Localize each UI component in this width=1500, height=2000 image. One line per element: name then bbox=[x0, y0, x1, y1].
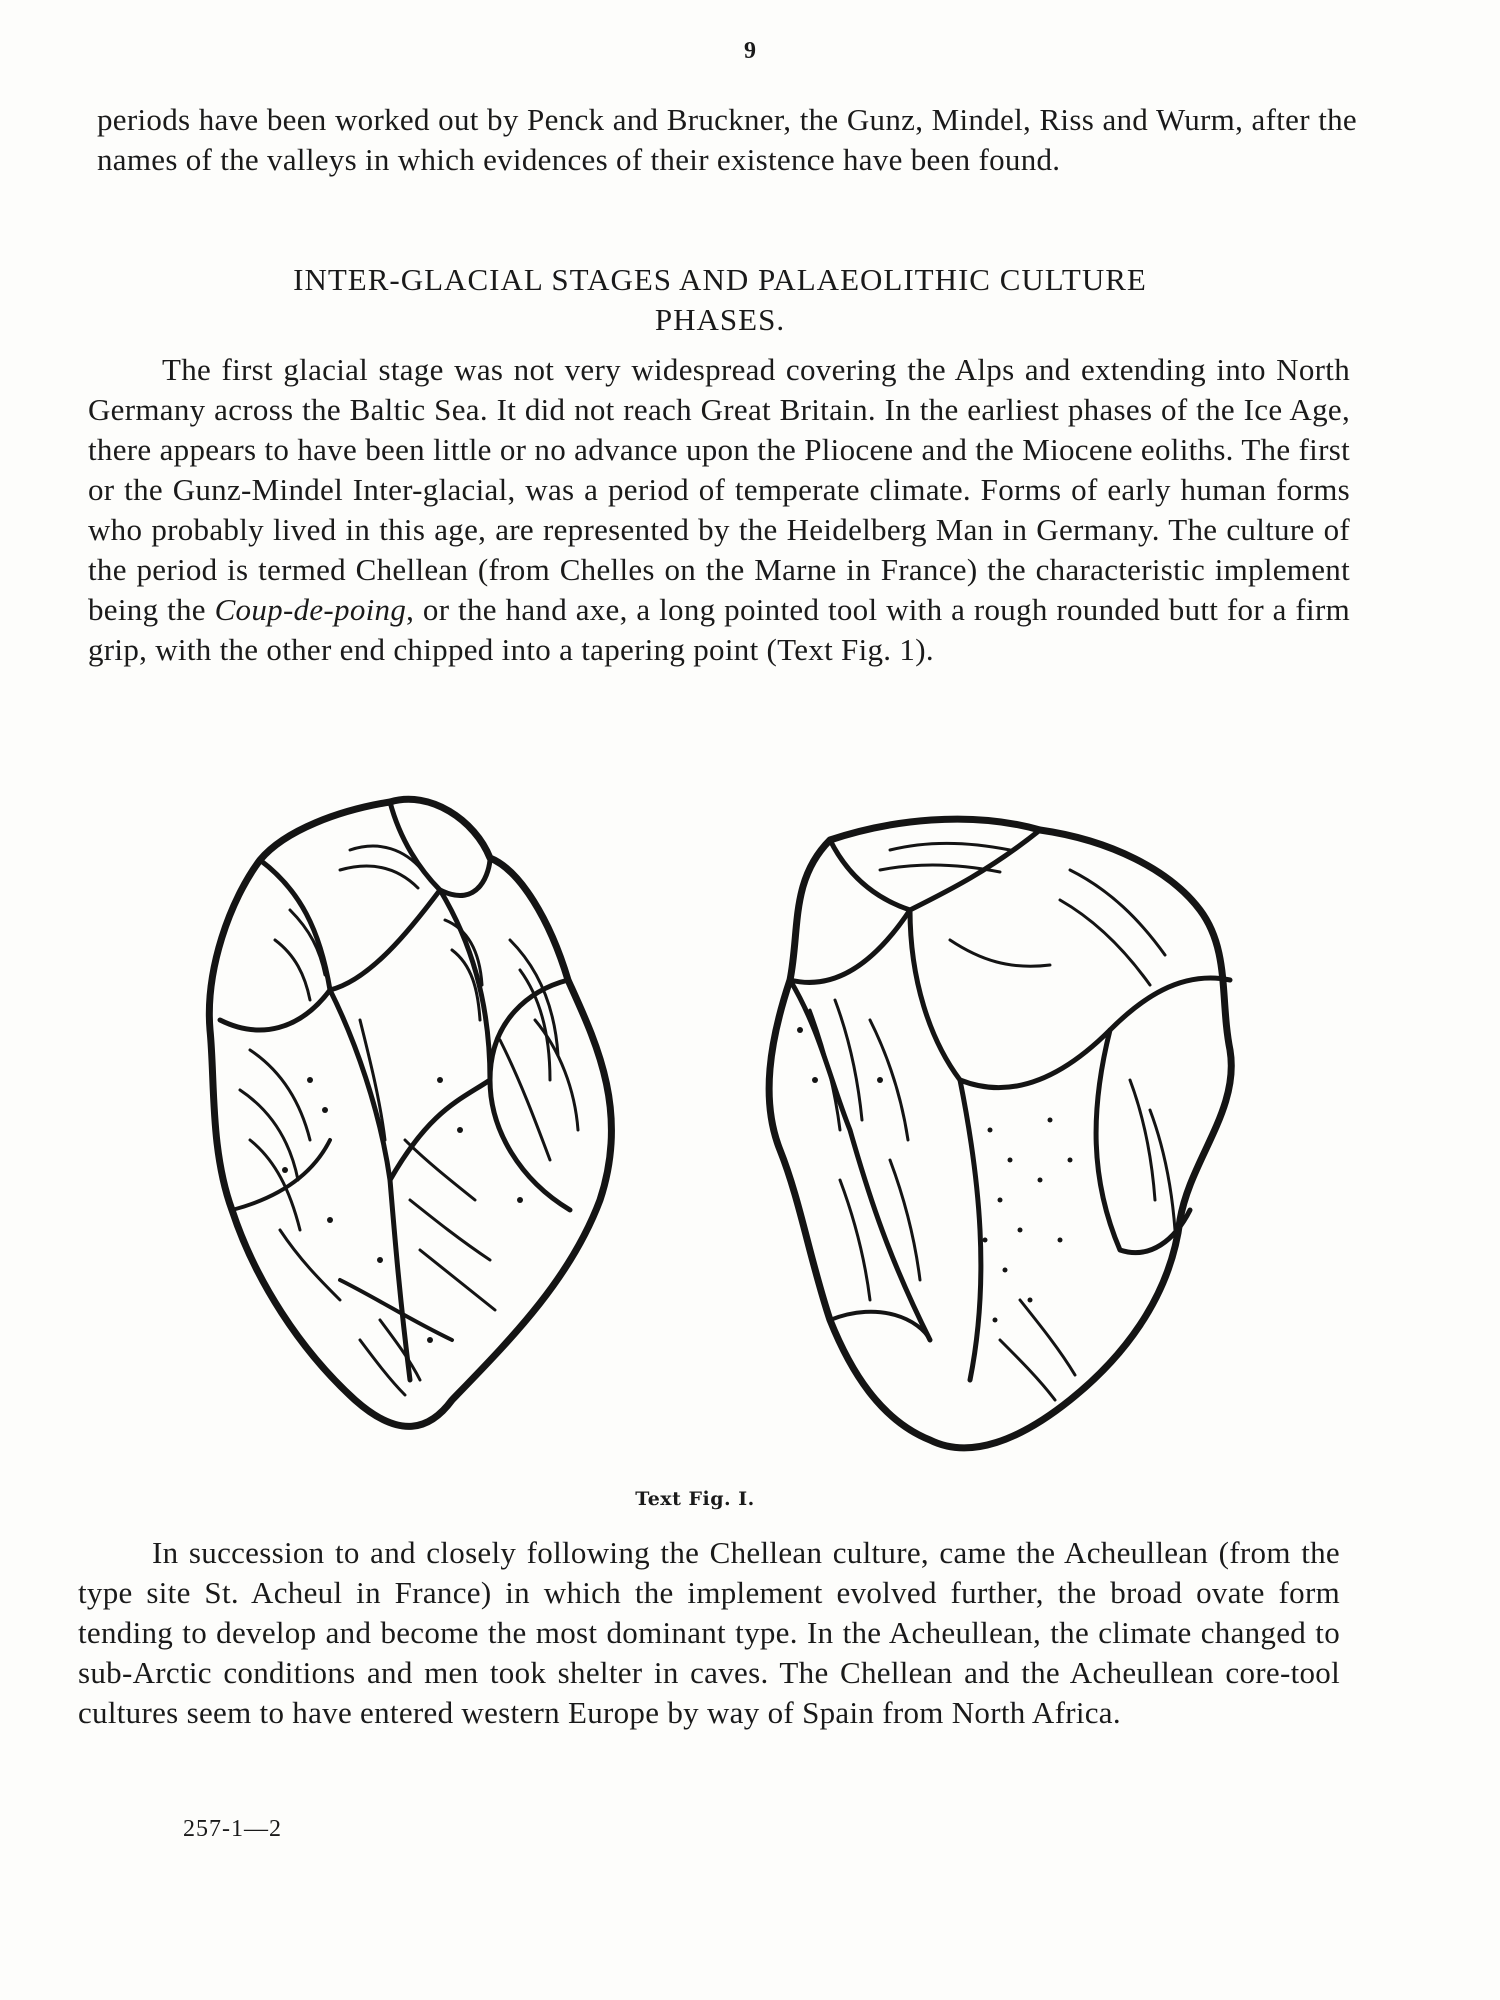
section-heading-line-1: INTER-GLACIAL STAGES AND PALAEOLITHIC CULTURE bbox=[293, 262, 1147, 297]
body-paragraph-acheullean: In succession to and closely following the Chellean culture, came the Acheullean (from the type site St. Acheul in France) in which the implement evolved further, the broad ovate form tending to develop and become the most dominant type. In the Acheullean, the climate changed to sub-Arctic conditions and men took shelter in caves. The Chellean and the Acheullean core-tool cultures seem to have entered western Europe by way of Spain from North Africa. bbox=[78, 1535, 1340, 1730]
signature-mark: 257-1—2 bbox=[183, 1816, 282, 1842]
italic-term: Coup-de-poing bbox=[214, 592, 407, 627]
section-heading bbox=[130, 260, 1310, 340]
body-paragraph-chellean bbox=[88, 350, 1350, 670]
section-heading-line-2: PHASES. bbox=[654, 302, 786, 337]
hand-axe-illustration bbox=[190, 780, 1250, 1480]
hand-axe-right bbox=[769, 819, 1231, 1448]
paragraph-text: , or the hand axe, a long pointed tool with a rough rounded butt for a firm grip, with the other end chipped into a tapering point (Text Fig. 1). bbox=[88, 592, 1350, 667]
hand-axe-figure bbox=[190, 780, 1250, 1480]
page-number: 9 bbox=[744, 38, 756, 64]
figure-caption: Text Fig. I. bbox=[635, 1488, 755, 1510]
hand-axe-left bbox=[209, 799, 611, 1426]
paragraph-text: The first glacial stage was not very widespread covering the Alps and extending into North Germany across the Baltic Sea. It did not reach Great Britain. In the earliest phases of the Ice Age, there appears to have been little or no advance upon the Pliocene and the Miocene eoliths. The first or the Gunz-Mindel Inter-glacial, was a period of temperate climate. Forms of early human forms who probably lived in this age, are represented by the Heidelberg Man in Germany. The culture of the period is termed Chellean (from Chelles on the Marne in France) the characteristic implement being the bbox=[88, 352, 1350, 627]
intro-paragraph: periods have been worked out by Penck and Bruckner, the Gunz, Mindel, Riss and Wurm, after the names of the valleys in which evidences of their existence have been found. bbox=[97, 102, 1357, 177]
